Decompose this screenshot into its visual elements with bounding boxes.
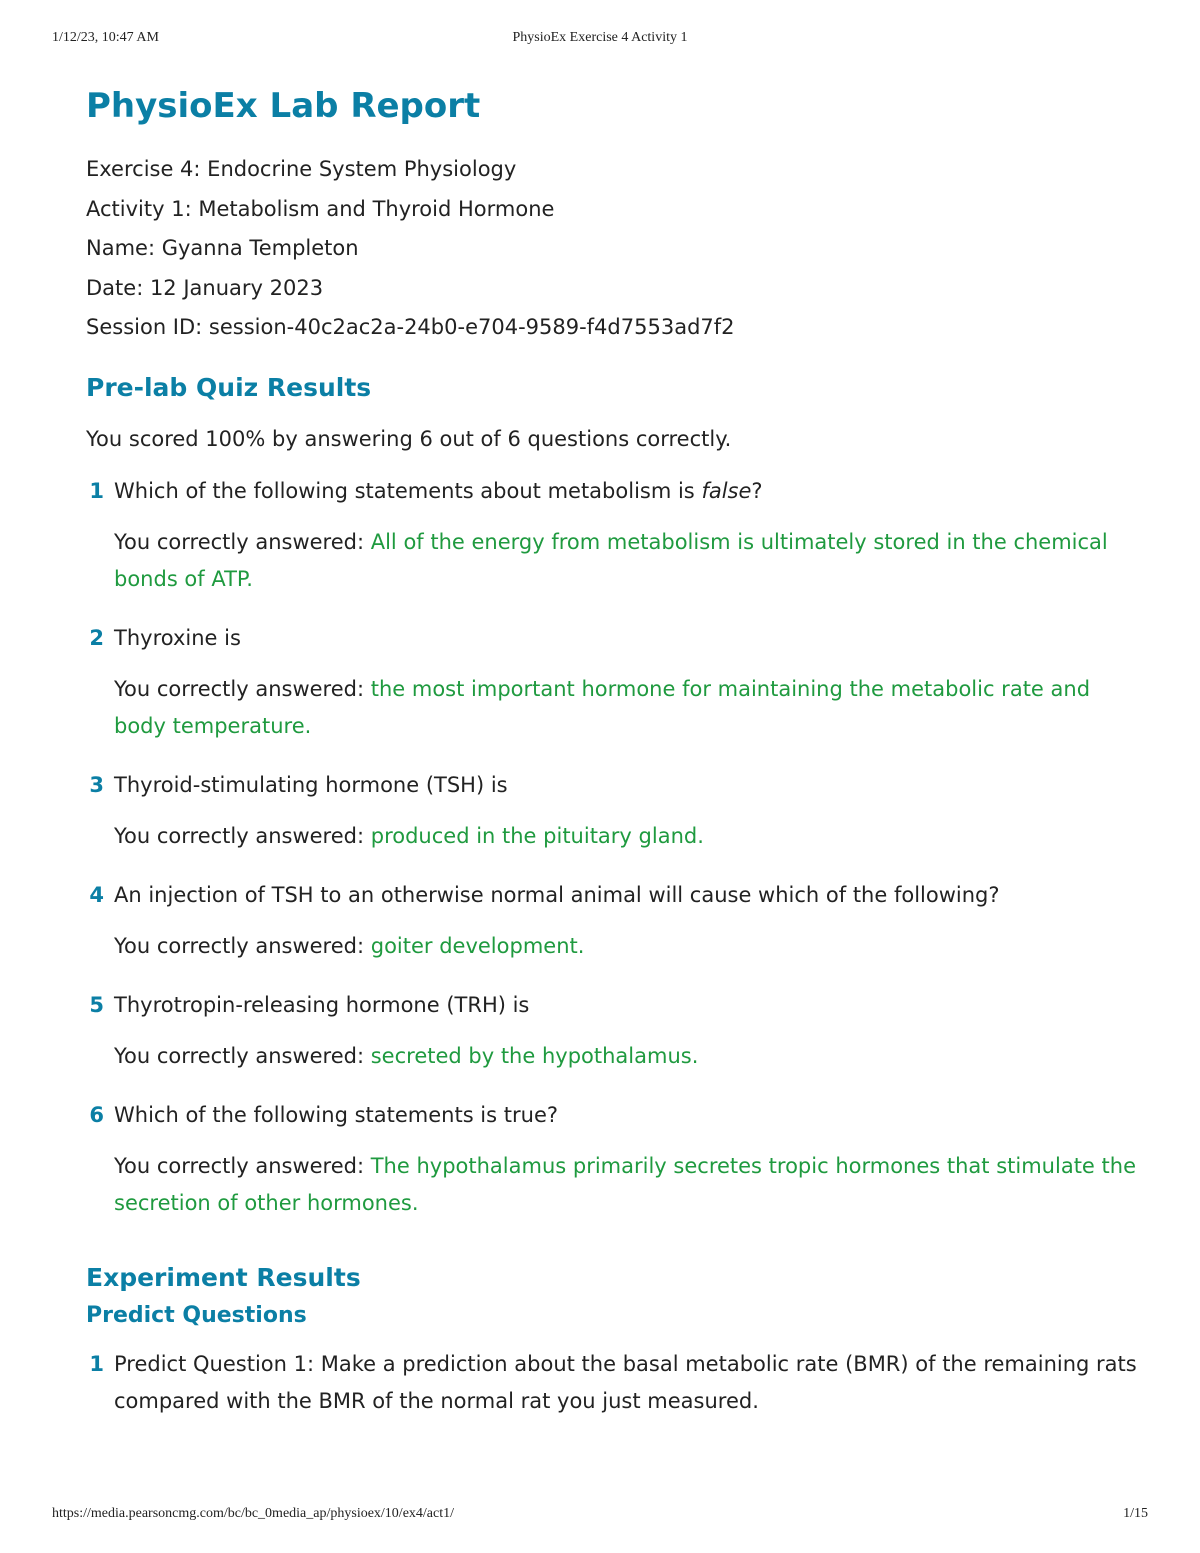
report-title: PhysioEx Lab Report [86,86,481,126]
question-number: 1 [89,1351,104,1376]
predict-heading: Predict Questions [86,1302,307,1328]
prelab-score: You scored 100% by answering 6 out of 6 questions correctly. [86,426,732,451]
answer-label: You correctly answered: [114,676,371,701]
answer-value: the most important hormone for maintaining the metabolic rate and body temperature. [114,676,1091,738]
predict-question-1 [86,1346,1146,1420]
question-text: Predict Question 1: Make a prediction about the basal metabolic rate (BMR) of the remaining rats compared with the BMR of the normal rat you just measured. [114,1351,1137,1413]
question-text: Which of the following statements about metabolism is false? [114,478,763,503]
question-text: Thyroid-stimulating hormone (TSH) is [114,772,508,797]
print-doc-title: PhysioEx Exercise 4 Activity 1 [512,30,688,45]
session-line: Session ID: session-40c2ac2a-24b0-e704-9589-f4d7553ad7f2 [86,315,735,339]
report-content [86,82,1146,1420]
answer-value: The hypothalamus primarily secretes tropic hormones that stimulate the secretion of other hormones. [114,1153,1136,1215]
prelab-heading: Pre-lab Quiz Results [86,372,372,402]
answer-value: goiter development. [370,933,585,958]
question-number: 5 [89,992,104,1017]
answer-label: You correctly answered: [114,1043,371,1068]
date-line: Date: 12 January 2023 [86,275,324,300]
experiment-heading: Experiment Results [86,1262,361,1292]
answer-label: You correctly answered: [114,529,371,554]
answer-line [114,1038,1146,1075]
question-text: An injection of TSH to an otherwise normal animal will cause which of the following? [114,882,1000,907]
quiz-question-1 [86,473,1146,598]
question-number: 6 [89,1102,104,1127]
name-line: Name: Gyanna Templeton [86,236,359,260]
answer-line [114,928,1146,965]
question-text: Thyroxine is [114,625,241,650]
quiz-question-3 [86,767,1146,855]
quiz-question-4 [86,877,1146,965]
answer-label: You correctly answered: [114,933,371,958]
question-number: 1 [89,478,104,503]
answer-line [114,671,1146,745]
question-number: 3 [89,772,104,797]
question-text: Which of the following statements is true? [114,1102,559,1127]
quiz-question-2 [86,620,1146,745]
report-meta [86,150,1146,348]
exercise-line: Exercise 4: Endocrine System Physiology [86,157,517,181]
print-page-number: 1/15 [1123,1506,1148,1521]
quiz-question-6 [86,1097,1146,1222]
question-number: 4 [89,882,104,907]
answer-label: You correctly answered: [114,823,371,848]
print-datetime: 1/12/23, 10:47 AM [52,30,159,45]
print-url: https://media.pearsoncmg.com/bc/bc_0media_ap/physioex/10/ex4/act1/ [52,1506,455,1521]
question-text: Thyrotropin-releasing hormone (TRH) is [114,992,530,1017]
question-number: 2 [89,625,104,650]
answer-line [114,818,1146,855]
answer-value: secreted by the hypothalamus. [370,1043,699,1068]
answer-line [114,524,1146,598]
quiz-question-5 [86,987,1146,1075]
activity-line: Activity 1: Metabolism and Thyroid Hormone [86,196,555,221]
answer-value: All of the energy from metabolism is ultimately stored in the chemical bonds of ATP. [114,529,1108,591]
answer-value: produced in the pituitary gland. [370,823,704,848]
answer-label: You correctly answered: [114,1153,371,1178]
answer-line [114,1148,1146,1222]
